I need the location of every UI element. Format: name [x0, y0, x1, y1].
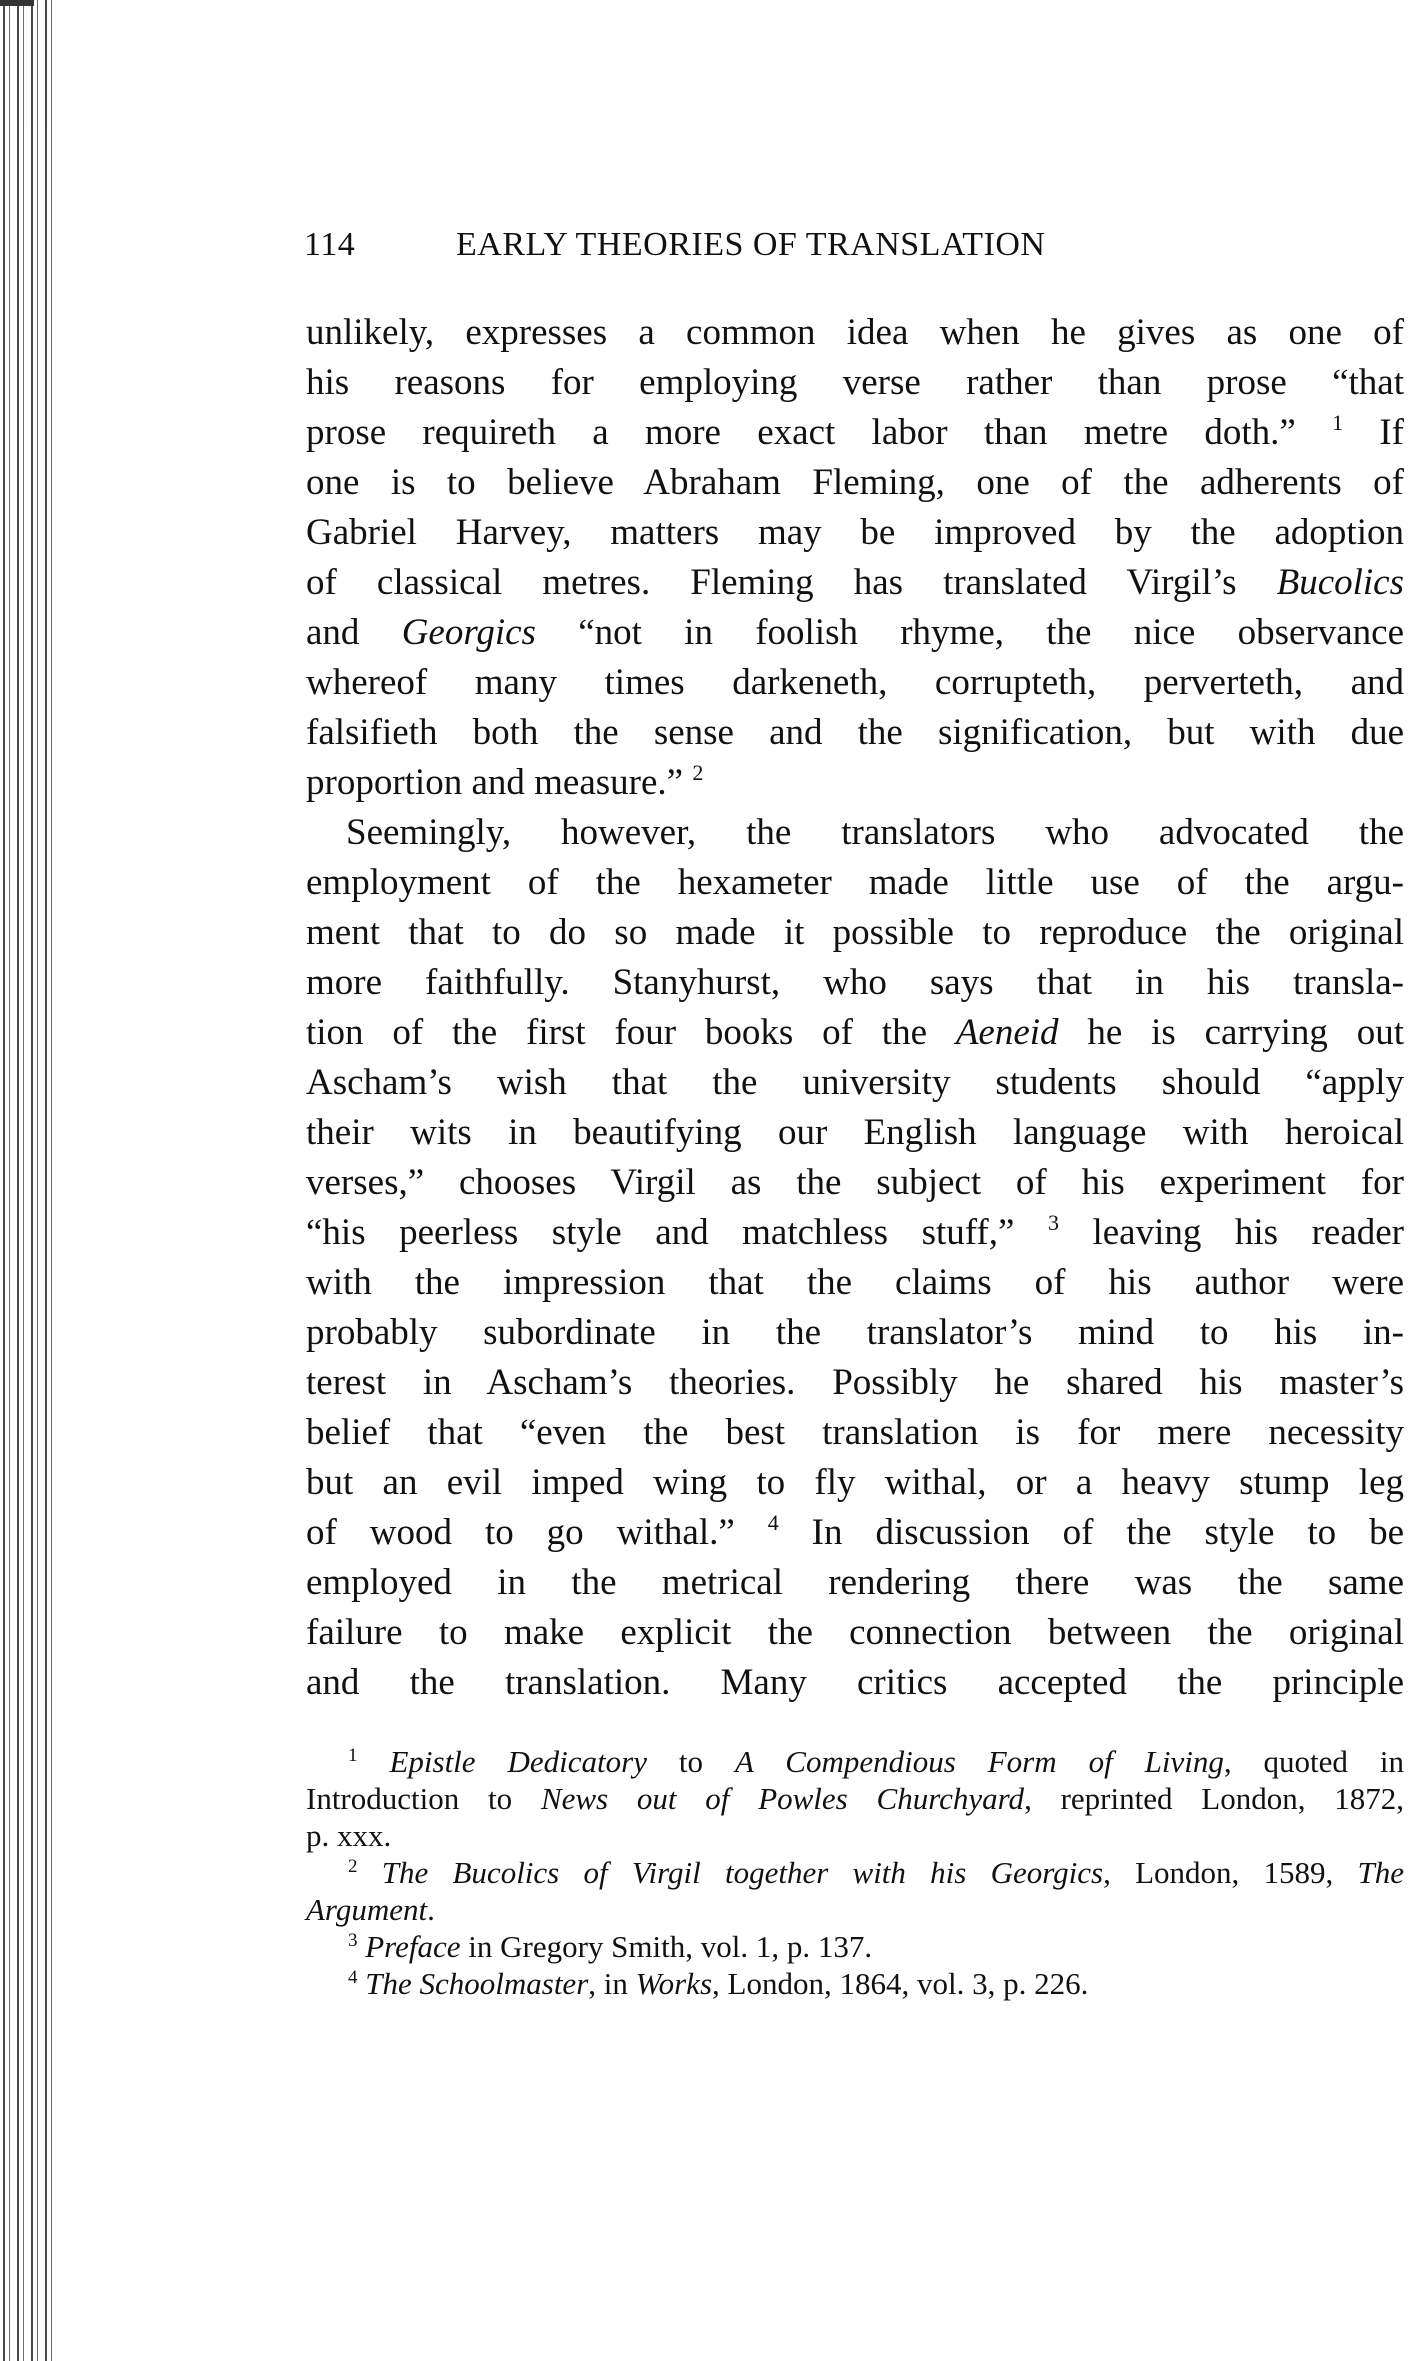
- footnote-line: Argument.: [306, 1892, 435, 1927]
- body-text: [306, 308, 1404, 1708]
- text-line: terest in Ascham’s theories. Possibly he shared his master’s: [306, 1362, 1404, 1403]
- text-line: Ascham’s wish that the university students should “apply: [306, 1062, 1404, 1103]
- text-line: prose requireth a more exact labor than metre doth.” $^1$ If: [306, 410, 1404, 453]
- book-binding-edge: [0, 0, 56, 2361]
- footnote-line: $^3$ Preface in Gregory Smith, vol. 1, p. 137.: [348, 1929, 873, 1964]
- text-line: ment that to do so made it possible to reproduce the original: [306, 912, 1404, 953]
- text-line: of wood to go withal.” $^4$ In discussion of the style to be: [306, 1510, 1404, 1553]
- text-line: belief that “even the best translation is for mere necessity: [306, 1412, 1404, 1453]
- text-line: of classical metres. Fleming has translated Virgil’s Bucolics: [306, 562, 1404, 603]
- footnote-line: Introduction to News out of Powles Churchyard, reprinted London, 1872,: [306, 1781, 1404, 1816]
- footnote-line: $^2$ The Bucolics of Virgil together with his Georgics, London, 1589, The: [348, 1855, 1404, 1890]
- footnotes: [306, 1743, 1404, 2002]
- footnote-line: p. xxx.: [306, 1818, 392, 1853]
- text-line: proportion and measure.” $^2$: [306, 760, 704, 803]
- text-line: failure to make explicit the connection between the original: [306, 1612, 1404, 1653]
- text-line: “his peerless style and matchless stuff,” $^3$ leaving his reader: [306, 1210, 1404, 1253]
- text-line: their wits in beautifying our English language with heroical: [306, 1112, 1404, 1153]
- text-line: with the impression that the claims of his author were: [306, 1262, 1404, 1303]
- text-line: verses,” chooses Virgil as the subject of his experiment for: [306, 1162, 1404, 1203]
- text-line: and Georgics “not in foolish rhyme, the nice observance: [306, 612, 1404, 653]
- text-line: unlikely, expresses a common idea when he gives as one of: [306, 312, 1404, 353]
- text-line: but an evil imped wing to fly withal, or a heavy stump leg: [306, 1462, 1404, 1503]
- text-line: more faithfully. Stanyhurst, who says that in his transla-: [306, 962, 1404, 1003]
- text-line: tion of the first four books of the Aeneid he is carrying out: [306, 1012, 1404, 1053]
- running-title: EARLY THEORIES OF TRANSLATION: [456, 226, 1046, 263]
- text-line: Seemingly, however, the translators who advocated the: [346, 812, 1404, 853]
- page-number: 114: [304, 226, 356, 263]
- running-header: [304, 226, 1304, 264]
- text-line: probably subordinate in the translator’s mind to his in-: [306, 1312, 1404, 1353]
- text-line: employment of the hexameter made little use of the argu-: [306, 862, 1404, 903]
- footnote-line: $^1$ Epistle Dedicatory to A Compendious Form of Living, quoted in: [348, 1744, 1404, 1779]
- footnote-line: $^4$ The Schoolmaster, in Works, London, 1864, vol. 3, p. 226.: [348, 1966, 1089, 2001]
- text-line: whereof many times darkeneth, corrupteth, perverteth, and: [306, 662, 1404, 703]
- text-line: Gabriel Harvey, matters may be improved by the adoption: [306, 512, 1404, 553]
- text-line: his reasons for employing verse rather than prose “that: [306, 362, 1404, 403]
- text-line: employed in the metrical rendering there was the same: [306, 1562, 1404, 1603]
- text-line: falsifieth both the sense and the signification, but with due: [306, 712, 1404, 753]
- text-line: and the translation. Many critics accepted the principle: [306, 1662, 1404, 1703]
- text-line: one is to believe Abraham Fleming, one of the adherents of: [306, 462, 1404, 503]
